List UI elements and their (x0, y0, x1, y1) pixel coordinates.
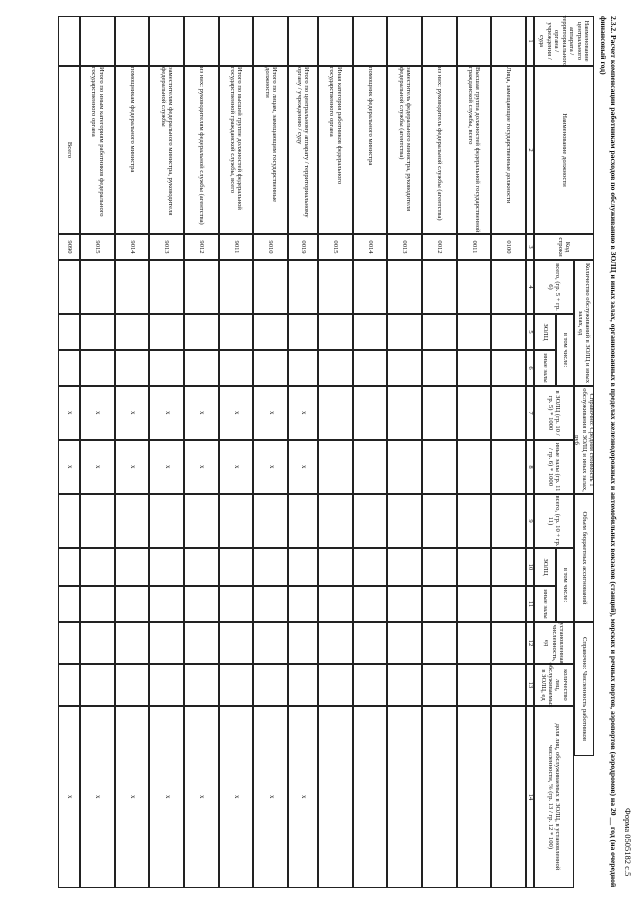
table-cell (184, 314, 219, 350)
table-cell (387, 314, 422, 350)
row-label: заместитель федерального министра, руководителя федеральной службы (агентства) (397, 67, 413, 212)
header-col14-label: доля лиц, обслуживаемых в ЗОЛЦ, в установленной численности, % (гр. 13 / гр. 12 * 100) (547, 723, 562, 871)
header-col12-label: установленная численность, ед (543, 622, 566, 664)
not-applicable-mark: x (232, 465, 241, 469)
table-cell (115, 494, 150, 548)
table-cell (318, 706, 353, 888)
table-cell (115, 664, 150, 706)
table-cell (353, 260, 388, 314)
table-cell (149, 314, 184, 350)
table-cell (422, 548, 457, 586)
row-code: 0014 (366, 240, 374, 254)
row-code: 9090 (65, 240, 73, 254)
table-cell (184, 260, 219, 314)
header-col10-label: ЗОЛЦ (541, 558, 549, 576)
table-cell (318, 260, 353, 314)
table-cell (184, 586, 219, 622)
row-label: Итого по центральному аппарату / территориальному органу / учреждению / суду (295, 67, 311, 218)
header-inthat-qty-label: в том числе: (561, 332, 569, 368)
table-cell (422, 440, 457, 494)
table-cell (457, 16, 492, 66)
header-inthat-vol-label: в том числе: (561, 567, 569, 603)
table-cell (288, 314, 318, 350)
row-code: 0015 (332, 240, 339, 254)
table-cell (219, 664, 254, 706)
table-cell (184, 548, 219, 586)
row-code: 0011 (470, 240, 478, 254)
table-cell (288, 622, 318, 664)
row-label: из них: руководителям федеральной службы (агентства) (197, 67, 205, 225)
row-code: 9011 (232, 240, 240, 254)
table-cell (253, 494, 288, 548)
table-cell (353, 548, 388, 586)
table-cell (219, 622, 254, 664)
row-label: Итого по высшей группе должностей федеральной государственной гражданской службы, всего (228, 67, 244, 210)
table-cell (422, 586, 457, 622)
header-group-cost-label: Справочно: Средняя стоимость 1 обслуживания в ЗОЛЦ и иных залах, руб (573, 388, 596, 492)
column-number: 3 (526, 245, 534, 249)
table-cell (288, 494, 318, 548)
form-title-cont: финансовый год) (599, 16, 608, 75)
not-applicable-mark: x (94, 465, 103, 469)
row-label: помощникам федерального министра (128, 67, 136, 173)
header-col8-label: иные залы (гр. 11 / гр. 6) * 1000 (547, 442, 562, 492)
not-applicable-mark: x (299, 465, 308, 469)
table-cell (184, 622, 219, 664)
table-cell (457, 586, 492, 622)
table-cell (219, 586, 254, 622)
not-applicable-mark: x (163, 411, 172, 415)
header-col2-label: Наименование должности (560, 113, 568, 187)
table-cell (491, 440, 526, 494)
row-code: 0100 (505, 240, 513, 254)
table-cell (318, 386, 353, 440)
row-code: 0019 (299, 240, 307, 254)
table-cell (491, 494, 526, 548)
table-cell (80, 586, 115, 622)
table-cell (219, 260, 254, 314)
not-applicable-mark: x (65, 465, 74, 469)
not-applicable-mark: x (198, 795, 207, 799)
table-cell (80, 664, 115, 706)
table-cell (387, 586, 422, 622)
table-cell (318, 314, 353, 350)
column-number: 10 (526, 563, 534, 571)
table-cell (491, 260, 526, 314)
column-number: 6 (526, 366, 534, 370)
column-number: 14 (526, 793, 534, 801)
table-cell (149, 260, 184, 314)
row-code: 9013 (163, 240, 171, 254)
column-number: 7 (526, 411, 534, 415)
table-cell (457, 664, 492, 706)
not-applicable-mark: x (94, 795, 103, 799)
table-cell (353, 706, 388, 888)
table-cell (353, 440, 388, 494)
form-title: 2.3.2. Расчет компенсации работникам расходов по обслуживанию в ЗОЛЦ и иных залах, организованных в пределах железнодорожных и автомобильных вокзалов (станций), морских и речных портов, аэропортов (аэродромов) на 20 __ год (на очередной (609, 16, 618, 888)
table-cell (318, 548, 353, 586)
table-cell (184, 664, 219, 706)
table-cell (491, 664, 526, 706)
form-code: Форма 0505182 с.5 (623, 808, 633, 877)
table-cell (353, 664, 388, 706)
header-col1-label: Наименование центрального аппарата / территориального органа / учреждения / суда (538, 15, 590, 67)
header-group-num-label: Справочно: Численность работников (580, 637, 588, 741)
table-cell (253, 622, 288, 664)
table-cell (58, 622, 80, 664)
table-cell (353, 586, 388, 622)
table-cell (387, 260, 422, 314)
table-cell (491, 548, 526, 586)
table-cell (387, 494, 422, 548)
table-cell (387, 16, 422, 66)
header-col9-label: всего, (гр. 10 + гр. 11) (547, 495, 562, 547)
row-label: Лица, замещающие государственные должности (505, 67, 513, 204)
table-cell (491, 16, 526, 66)
table-cell (149, 664, 184, 706)
column-number: 5 (526, 330, 534, 334)
table-cell (253, 260, 288, 314)
table-cell (387, 440, 422, 494)
table-cell (318, 440, 353, 494)
row-label: Всего (65, 141, 73, 159)
header-col6-label: иные залы (541, 353, 549, 383)
table-cell (457, 706, 492, 888)
not-applicable-mark: x (65, 411, 74, 415)
table-cell (422, 494, 457, 548)
row-label: Итого по лицам, замещающим государственные должности (263, 67, 279, 203)
table-cell (318, 16, 353, 66)
table-cell (115, 622, 150, 664)
table-cell (219, 494, 254, 548)
row-code: 9015 (93, 240, 101, 254)
not-applicable-mark: x (128, 465, 137, 469)
row-code: 9010 (267, 240, 275, 254)
header-group-qty-label: Количество обслуживаний в ЗОЛЦ и иных залах, ед (577, 262, 592, 384)
not-applicable-mark: x (128, 795, 137, 799)
table-cell (149, 494, 184, 548)
table-cell (353, 314, 388, 350)
table-cell (318, 350, 353, 386)
column-number: 1 (526, 39, 534, 43)
table-cell (115, 548, 150, 586)
table-cell (149, 350, 184, 386)
table-cell (422, 314, 457, 350)
not-applicable-mark: x (267, 465, 276, 469)
header-col11-label: иные залы (541, 589, 549, 619)
table-cell (457, 350, 492, 386)
header-col5-label: ЗОЛЦ (541, 323, 549, 341)
table-cell (422, 664, 457, 706)
column-number: 13 (526, 681, 534, 689)
header-col4-label: всего, (гр. 5 + гр. 6) (547, 263, 562, 311)
table-cell (491, 622, 526, 664)
table-cell (115, 350, 150, 386)
table-cell (149, 548, 184, 586)
table-cell (422, 622, 457, 664)
table-cell (80, 314, 115, 350)
table-cell (58, 494, 80, 548)
header-group-vol-label: Объем бюджетных ассигнований (580, 511, 588, 605)
not-applicable-mark: x (232, 795, 241, 799)
table-cell (491, 350, 526, 386)
table-cell (387, 664, 422, 706)
not-applicable-mark: x (163, 465, 172, 469)
table-cell (318, 586, 353, 622)
table-cell (387, 548, 422, 586)
table-cell (58, 586, 80, 622)
not-applicable-mark: x (267, 411, 276, 415)
table-cell (422, 706, 457, 888)
table-cell (422, 386, 457, 440)
table-cell (387, 706, 422, 888)
table-cell (491, 386, 526, 440)
table-cell (219, 314, 254, 350)
row-label: заместителям федерального министра, руководителя федеральной службы (159, 67, 175, 216)
not-applicable-mark: x (232, 411, 241, 415)
table-cell (58, 260, 80, 314)
not-applicable-mark: x (267, 795, 276, 799)
table-cell (219, 350, 254, 386)
not-applicable-mark: x (198, 465, 207, 469)
not-applicable-mark: x (65, 795, 74, 799)
not-applicable-mark: x (299, 795, 308, 799)
table-cell (387, 386, 422, 440)
table-cell (353, 16, 388, 66)
row-code: 0013 (401, 240, 409, 254)
table-cell (353, 622, 388, 664)
not-applicable-mark: x (163, 795, 172, 799)
table-cell (58, 548, 80, 586)
table-cell (491, 706, 526, 888)
table-cell (422, 350, 457, 386)
table-cell (58, 350, 80, 386)
table-cell (457, 386, 492, 440)
table-cell (422, 260, 457, 314)
table-cell (253, 664, 288, 706)
table-cell (58, 664, 80, 706)
column-number: 11 (526, 600, 534, 608)
table-cell (184, 494, 219, 548)
column-number: 4 (526, 285, 534, 289)
table-cell (457, 440, 492, 494)
table-cell (80, 260, 115, 314)
table-cell (457, 494, 492, 548)
table-cell (253, 350, 288, 386)
not-applicable-mark: x (94, 411, 103, 415)
table-cell (58, 314, 80, 350)
table-cell (318, 664, 353, 706)
table-cell (253, 586, 288, 622)
table-cell (353, 494, 388, 548)
table-cell (288, 260, 318, 314)
row-label: помощник федерального министра (366, 67, 374, 166)
table-cell (318, 494, 353, 548)
table-cell (115, 260, 150, 314)
row-code: 9014 (128, 240, 136, 254)
row-label: Итого по иным категориям работников федерального государственного органа (90, 67, 105, 217)
header-col7-label: в ЗОЛЦ (гр. 10 / гр. 5) * 1000 (547, 390, 562, 436)
table-cell (80, 494, 115, 548)
not-applicable-mark: x (198, 411, 207, 415)
table-cell (253, 314, 288, 350)
budget-table (12, 16, 594, 888)
table-cell (149, 622, 184, 664)
table-cell (253, 548, 288, 586)
table-cell (491, 314, 526, 350)
table-cell (288, 664, 318, 706)
table-cell (353, 350, 388, 386)
column-number: 9 (526, 519, 534, 523)
table-cell (387, 350, 422, 386)
table-cell (318, 622, 353, 664)
row-label: из них: руководитель федеральной службы (агентства) (436, 67, 444, 221)
table-cell (422, 16, 457, 66)
table-cell (80, 548, 115, 586)
column-number: 12 (526, 639, 534, 647)
column-number: 2 (526, 148, 534, 152)
column-number: 8 (526, 465, 534, 469)
not-applicable-mark: x (128, 411, 137, 415)
table-cell (387, 622, 422, 664)
table-cell (80, 350, 115, 386)
row-label: Высшая группа должностей федеральной государственной гражданской службы, всего (467, 67, 482, 233)
table-cell (288, 586, 318, 622)
header-col13-label: количество лиц, обслуживаемых в ЗОЛЦ, ед (539, 662, 569, 708)
table-cell (457, 260, 492, 314)
table-cell (457, 622, 492, 664)
table-cell (115, 586, 150, 622)
table-cell (115, 314, 150, 350)
row-label: Иная категория работников федерального государственного органа (328, 67, 343, 185)
table-cell (288, 350, 318, 386)
table-cell (80, 622, 115, 664)
not-applicable-mark: x (299, 411, 308, 415)
table-cell (219, 548, 254, 586)
table-cell (288, 548, 318, 586)
table-cell (457, 314, 492, 350)
table-cell (457, 548, 492, 586)
table-cell (353, 386, 388, 440)
header-col3-label: Код строки (557, 237, 572, 257)
row-code: 0012 (436, 240, 444, 254)
table-cell (149, 586, 184, 622)
table-cell (184, 350, 219, 386)
row-code: 9012 (197, 240, 205, 254)
summary-block (58, 16, 318, 66)
table-cell (491, 586, 526, 622)
